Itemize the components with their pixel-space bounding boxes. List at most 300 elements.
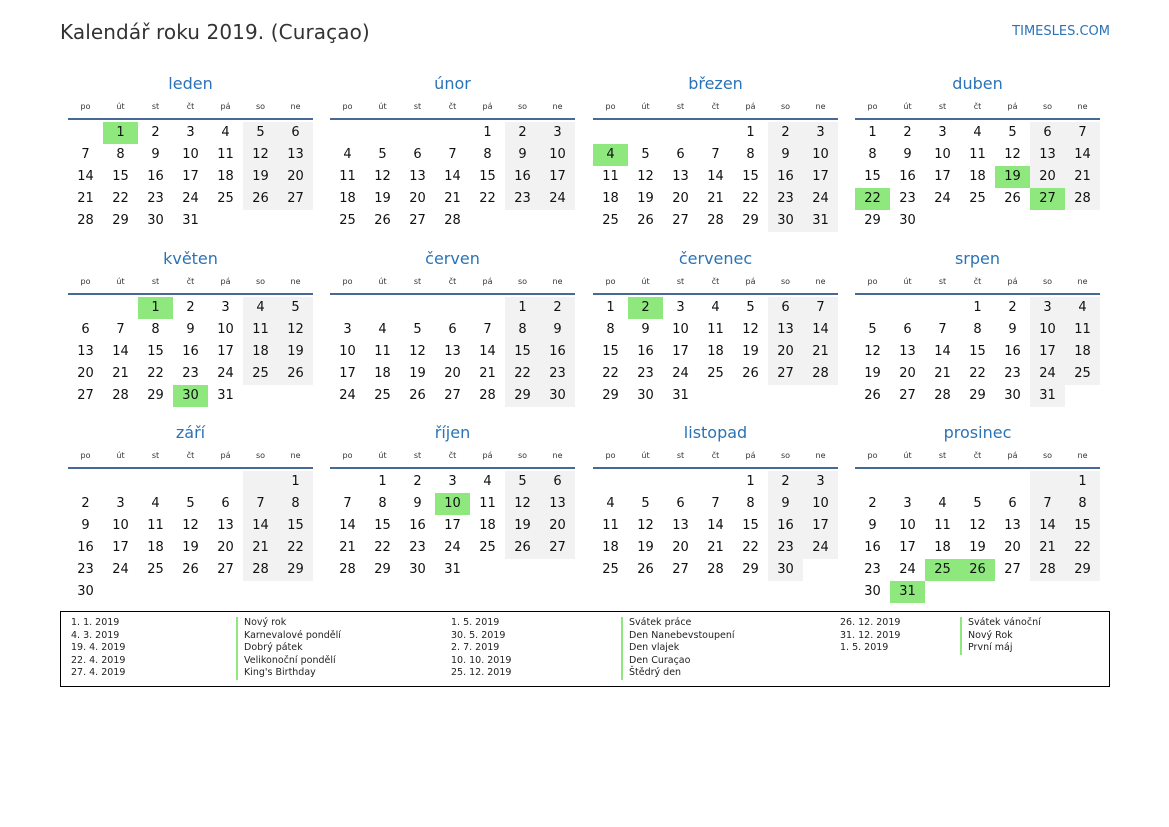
day-cell: 1 [483, 125, 492, 140]
day-cell: 29 [742, 213, 759, 228]
day-cell: 6 [676, 147, 685, 162]
month-divider [330, 293, 575, 295]
holiday-names-column [236, 617, 341, 680]
day-cell: 4 [1065, 297, 1100, 319]
day-cell: 17 [217, 344, 234, 359]
day-cell: 6 [221, 496, 230, 511]
empty-cell [68, 297, 103, 319]
day-cell: 26 [637, 213, 654, 228]
day-cell: 8 [868, 147, 877, 162]
day-cell: 30 [768, 559, 803, 581]
day-cell: 26 [1004, 191, 1021, 206]
day-cell: 1 [868, 125, 877, 140]
weekday-label: so [517, 277, 528, 286]
day-cell: 10 [112, 518, 129, 533]
weekday-label: ne [290, 277, 301, 286]
day-cell: 30 [540, 385, 575, 407]
weekday-header [68, 99, 313, 115]
day-cell: 8 [746, 496, 755, 511]
day-cell: 26 [505, 537, 540, 559]
day-cell: 10 [672, 322, 689, 337]
month-name: únor [434, 74, 471, 93]
empty-cell [890, 471, 925, 493]
day-cell: 6 [540, 471, 575, 493]
day-cell: 25 [969, 191, 986, 206]
empty-cell [103, 297, 138, 319]
day-cell: 26 [637, 562, 654, 577]
day-cell: 23 [637, 366, 654, 381]
holiday-list [60, 611, 1110, 687]
day-cell: 11 [243, 319, 278, 341]
weekday-label: ne [815, 277, 826, 286]
holiday-date: 31. 12. 2019 [840, 629, 901, 641]
weekday-label: út [116, 277, 125, 286]
day-cell: 9 [413, 496, 422, 511]
day-cell: 18 [1065, 341, 1100, 363]
weekday-label: pá [220, 451, 231, 460]
day-cell: 6 [1008, 496, 1017, 511]
day-cell: 1 [746, 474, 755, 489]
day-cell: 24 [899, 562, 916, 577]
day-cell: 29 [742, 562, 759, 577]
day-cell: 21 [444, 191, 461, 206]
weekday-label: čt [186, 102, 195, 111]
weekday-label: so [1042, 102, 1053, 111]
day-cell: 3 [676, 300, 685, 315]
day-cell: 14 [479, 344, 496, 359]
weekday-label: ne [1077, 102, 1088, 111]
weekday-label: pá [1007, 451, 1018, 460]
empty-cell [365, 297, 400, 319]
day-cell: 22 [742, 191, 759, 206]
empty-cell [435, 297, 470, 319]
weekday-label: pá [1007, 102, 1018, 111]
day-cell: 2 [903, 125, 912, 140]
day-cell: 6 [448, 322, 457, 337]
day-cell: 24 [217, 366, 234, 381]
day-cell: 3 [186, 125, 195, 140]
day-cell: 26 [742, 366, 759, 381]
month-1 [68, 73, 313, 232]
holiday-date: 25. 12. 2019 [451, 667, 512, 679]
day-cell: 18 [602, 191, 619, 206]
day-cell: 21 [339, 540, 356, 555]
holiday-name: Nový rok [236, 617, 341, 630]
weekday-label: po [867, 102, 878, 111]
day-cell: 27 [217, 562, 234, 577]
day-cell: 20 [1004, 540, 1021, 555]
day-cell: 9 [1008, 322, 1017, 337]
day-cell: 13 [409, 169, 426, 184]
day-cell: 2 [1008, 300, 1017, 315]
day-cell: 5 [641, 147, 650, 162]
day-cell: 15 [864, 169, 881, 184]
month-8 [855, 248, 1100, 407]
page-title: Kalendář roku 2019. (Curaçao) [60, 20, 370, 44]
month-divider [855, 467, 1100, 469]
day-cell: 13 [540, 493, 575, 515]
day-cell: 28 [1065, 188, 1100, 210]
day-cell: 18 [243, 341, 278, 363]
empty-cell [330, 122, 365, 144]
weekday-label: po [342, 277, 353, 286]
weekday-header [68, 448, 313, 464]
day-cell: 14 [1065, 144, 1100, 166]
weekday-label: pá [482, 277, 493, 286]
day-cell: 29 [147, 388, 164, 403]
day-cell: 24 [182, 191, 199, 206]
holiday-day-cell: 27 [1030, 188, 1065, 210]
day-cell: 16 [182, 344, 199, 359]
day-cell: 12 [742, 322, 759, 337]
day-cell: 2 [186, 300, 195, 315]
weekday-label: po [80, 277, 91, 286]
day-cell: 28 [243, 559, 278, 581]
day-cell: 20 [672, 191, 689, 206]
day-cell: 16 [864, 540, 881, 555]
month-6 [330, 248, 575, 407]
day-cell: 25 [1065, 363, 1100, 385]
weekday-label: pá [482, 102, 493, 111]
day-cell: 12 [637, 518, 654, 533]
day-cell: 19 [637, 540, 654, 555]
holiday-date: 26. 12. 2019 [840, 617, 901, 628]
day-cell: 3 [803, 471, 838, 493]
day-cell: 12 [969, 518, 986, 533]
day-cell: 15 [969, 344, 986, 359]
weekday-label: út [378, 277, 387, 286]
holiday-date: 27. 4. 2019 [71, 667, 126, 679]
month-name: listopad [683, 423, 748, 442]
weekday-label: čt [186, 451, 195, 460]
day-cell: 22 [969, 366, 986, 381]
day-cell: 29 [602, 388, 619, 403]
empty-cell [400, 122, 435, 144]
day-cell: 19 [278, 341, 313, 363]
day-cell: 13 [1004, 518, 1021, 533]
empty-cell [470, 297, 505, 319]
day-cell: 29 [864, 213, 881, 228]
day-cell: 24 [803, 537, 838, 559]
holiday-date: 22. 4. 2019 [71, 654, 126, 666]
day-cell: 2 [768, 471, 803, 493]
day-cell: 21 [803, 341, 838, 363]
day-cell: 10 [934, 147, 951, 162]
day-cell: 7 [711, 496, 720, 511]
day-cell: 29 [969, 388, 986, 403]
month-name: srpen [954, 249, 1001, 268]
day-cell: 11 [602, 518, 619, 533]
day-cell: 30 [637, 388, 654, 403]
empty-cell [663, 471, 698, 493]
day-cell: 30 [409, 562, 426, 577]
empty-cell [68, 122, 103, 144]
day-cell: 10 [899, 518, 916, 533]
day-cell: 4 [606, 496, 615, 511]
weekday-header [855, 99, 1100, 115]
day-cell: 21 [707, 191, 724, 206]
day-cell: 12 [1004, 147, 1021, 162]
day-cell: 25 [217, 191, 234, 206]
weekday-label: ne [552, 277, 563, 286]
weekday-label: ne [815, 451, 826, 460]
day-cell: 8 [1065, 493, 1100, 515]
empty-cell [925, 297, 960, 319]
holiday-date: 1. 1. 2019 [71, 617, 120, 628]
day-cell: 25 [147, 562, 164, 577]
day-grid [68, 122, 313, 232]
day-cell: 5 [413, 322, 422, 337]
weekday-label: pá [220, 277, 231, 286]
holiday-names-column [960, 617, 1041, 655]
day-cell: 8 [278, 493, 313, 515]
day-cell: 7 [243, 493, 278, 515]
day-cell: 26 [409, 388, 426, 403]
holiday-name: Dobrý pátek [236, 642, 341, 655]
day-cell: 12 [278, 319, 313, 341]
day-cell: 9 [540, 319, 575, 341]
day-cell: 8 [483, 147, 492, 162]
day-cell: 10 [217, 322, 234, 337]
month-3 [593, 73, 838, 232]
holiday-name: Velikonoční pondělí [236, 655, 341, 668]
month-divider [68, 467, 313, 469]
day-cell: 21 [479, 366, 496, 381]
day-cell: 12 [505, 493, 540, 515]
day-cell: 22 [278, 537, 313, 559]
day-cell: 17 [444, 518, 461, 533]
day-cell: 3 [903, 496, 912, 511]
holiday-day-cell: 1 [138, 297, 173, 319]
weekday-header [330, 99, 575, 115]
weekday-label: so [517, 451, 528, 460]
day-cell: 23 [768, 188, 803, 210]
day-cell: 12 [864, 344, 881, 359]
day-cell: 8 [746, 147, 755, 162]
weekday-label: pá [1007, 277, 1018, 286]
day-cell: 13 [444, 344, 461, 359]
weekday-label: čt [973, 102, 982, 111]
day-cell: 4 [378, 322, 387, 337]
day-cell: 15 [1065, 515, 1100, 537]
holiday-day-cell: 19 [995, 166, 1030, 188]
day-cell: 23 [540, 363, 575, 385]
month-11 [593, 422, 838, 581]
day-grid [593, 122, 838, 232]
holiday-date: 1. 5. 2019 [451, 617, 500, 628]
day-cell: 19 [374, 191, 391, 206]
month-12 [855, 422, 1100, 603]
holiday-day-cell: 10 [435, 493, 470, 515]
day-cell: 19 [409, 366, 426, 381]
day-cell: 31 [803, 210, 838, 232]
day-cell: 18 [374, 366, 391, 381]
holiday-name: Svátek vánoční [960, 617, 1041, 630]
day-cell: 5 [868, 322, 877, 337]
holiday-name: Svátek práce [621, 617, 735, 630]
day-cell: 4 [221, 125, 230, 140]
month-name: duben [952, 74, 1003, 93]
weekday-label: so [255, 451, 266, 460]
weekday-header [593, 274, 838, 290]
day-cell: 27 [899, 388, 916, 403]
day-cell: 24 [339, 388, 356, 403]
day-cell: 15 [479, 169, 496, 184]
day-cell: 13 [672, 518, 689, 533]
day-cell: 28 [444, 213, 461, 228]
day-cell: 27 [672, 213, 689, 228]
day-cell: 16 [768, 166, 803, 188]
weekday-header [855, 448, 1100, 464]
day-cell: 5 [973, 496, 982, 511]
day-cell: 11 [1065, 319, 1100, 341]
day-grid [593, 297, 838, 407]
day-cell: 31 [444, 562, 461, 577]
site-link[interactable]: TIMESLES.COM [1012, 24, 1110, 39]
day-cell: 8 [151, 322, 160, 337]
holiday-date: 4. 3. 2019 [71, 629, 120, 641]
empty-cell [890, 297, 925, 319]
weekday-label: út [378, 451, 387, 460]
empty-cell [68, 471, 103, 493]
day-cell: 23 [864, 562, 881, 577]
weekday-label: út [378, 102, 387, 111]
empty-cell [855, 471, 890, 493]
day-cell: 18 [934, 540, 951, 555]
day-cell: 21 [707, 540, 724, 555]
weekday-header [330, 274, 575, 290]
day-cell: 3 [448, 474, 457, 489]
day-cell: 2 [868, 496, 877, 511]
day-cell: 31 [1030, 385, 1065, 407]
day-cell: 4 [711, 300, 720, 315]
day-cell: 2 [151, 125, 160, 140]
weekday-label: st [151, 277, 160, 286]
empty-cell [208, 471, 243, 493]
day-cell: 30 [77, 584, 94, 599]
weekday-label: čt [448, 451, 457, 460]
day-cell: 16 [147, 169, 164, 184]
empty-cell [138, 471, 173, 493]
weekday-label: st [938, 451, 947, 460]
day-cell: 20 [540, 515, 575, 537]
day-cell: 14 [934, 344, 951, 359]
weekday-label: po [80, 451, 91, 460]
day-cell: 9 [151, 147, 160, 162]
month-divider [593, 118, 838, 120]
day-cell: 20 [768, 341, 803, 363]
day-cell: 2 [768, 122, 803, 144]
weekday-label: čt [711, 102, 720, 111]
day-cell: 9 [868, 518, 877, 533]
day-cell: 4 [973, 125, 982, 140]
day-cell: 8 [973, 322, 982, 337]
holiday-day-cell: 4 [593, 144, 628, 166]
day-cell: 24 [803, 188, 838, 210]
day-cell: 7 [938, 322, 947, 337]
holiday-name: Den Curaçao [621, 655, 735, 668]
weekday-label: po [867, 277, 878, 286]
empty-cell [663, 122, 698, 144]
weekday-label: út [116, 102, 125, 111]
day-cell: 16 [540, 341, 575, 363]
weekday-label: ne [1077, 451, 1088, 460]
weekday-label: ne [290, 451, 301, 460]
day-cell: 14 [707, 518, 724, 533]
day-cell: 15 [112, 169, 129, 184]
weekday-label: út [641, 451, 650, 460]
day-cell: 9 [641, 322, 650, 337]
day-cell: 1 [973, 300, 982, 315]
day-cell: 24 [1030, 363, 1065, 385]
weekday-label: čt [711, 277, 720, 286]
day-cell: 22 [112, 191, 129, 206]
month-divider [855, 118, 1100, 120]
day-cell: 9 [81, 518, 90, 533]
empty-cell [855, 297, 890, 319]
day-cell: 1 [606, 300, 615, 315]
empty-cell [173, 471, 208, 493]
day-cell: 11 [374, 344, 391, 359]
day-cell: 15 [742, 518, 759, 533]
day-cell: 17 [339, 366, 356, 381]
day-cell: 1 [505, 297, 540, 319]
day-cell: 29 [374, 562, 391, 577]
empty-cell [103, 471, 138, 493]
day-cell: 26 [864, 388, 881, 403]
month-name: červenec [678, 249, 753, 268]
day-cell: 29 [112, 213, 129, 228]
day-cell: 14 [803, 319, 838, 341]
day-cell: 12 [243, 144, 278, 166]
day-cell: 21 [112, 366, 129, 381]
day-cell: 22 [147, 366, 164, 381]
day-cell: 24 [540, 188, 575, 210]
day-cell: 27 [768, 363, 803, 385]
empty-cell [593, 471, 628, 493]
holiday-date: 2. 7. 2019 [451, 642, 500, 654]
empty-cell [960, 471, 995, 493]
weekday-label: st [676, 277, 685, 286]
day-cell: 17 [112, 540, 129, 555]
holiday-day-cell: 1 [103, 122, 138, 144]
day-cell: 14 [707, 169, 724, 184]
day-cell: 30 [147, 213, 164, 228]
empty-cell [698, 122, 733, 144]
holiday-date: 1. 5. 2019 [840, 642, 889, 654]
day-cell: 8 [505, 319, 540, 341]
day-cell: 6 [676, 496, 685, 511]
holiday-dates-column [71, 617, 125, 680]
day-cell: 19 [637, 191, 654, 206]
day-cell: 7 [116, 322, 125, 337]
weekday-label: so [517, 102, 528, 111]
empty-cell [925, 471, 960, 493]
day-cell: 25 [243, 363, 278, 385]
weekday-label: út [903, 277, 912, 286]
day-cell: 22 [374, 540, 391, 555]
day-cell: 6 [81, 322, 90, 337]
day-cell: 27 [540, 537, 575, 559]
day-cell: 5 [505, 471, 540, 493]
weekday-label: čt [973, 277, 982, 286]
holiday-date: 19. 4. 2019 [71, 642, 126, 654]
day-cell: 29 [505, 385, 540, 407]
day-cell: 3 [1030, 297, 1065, 319]
day-cell: 27 [77, 388, 94, 403]
day-grid [855, 122, 1100, 232]
day-cell: 18 [707, 344, 724, 359]
